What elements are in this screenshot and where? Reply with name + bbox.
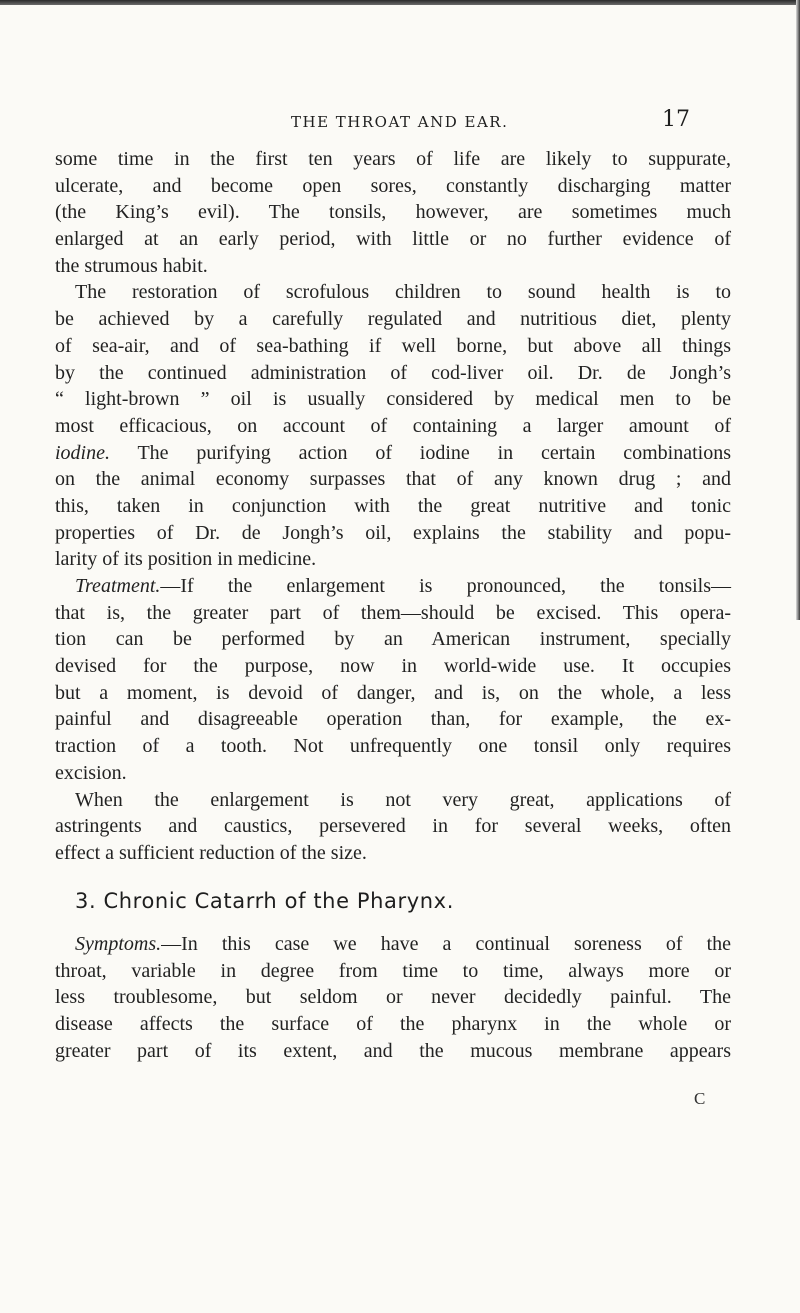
text-line: enlarged at an early period, with little or no further evidence of: [55, 228, 731, 251]
text-line: greater part of its extent, and the mucous membrane appears: [55, 1039, 731, 1062]
text-line: painful and disagreeable operation than, for example, the ex-: [55, 708, 731, 731]
page-right-edge: [796, 0, 800, 620]
text-line: The restoration of scrofulous children to sound health is to: [75, 281, 731, 304]
text-line: ulcerate, and become open sores, constantly discharging matter: [55, 174, 731, 197]
text-line: excision.: [55, 761, 127, 784]
text-line: that is, the greater part of them—should be excised. This opera-: [55, 601, 731, 624]
text-line: on the animal economy surpasses that of any known drug ; and: [55, 468, 731, 491]
text-line: less troublesome, but seldom or never decidedly painful. The: [55, 986, 731, 1009]
text-line: (the King’s evil). The tonsils, however, are sometimes much: [55, 201, 731, 224]
running-title: THE THROAT AND EAR.: [291, 113, 509, 131]
signature-mark: C: [694, 1089, 706, 1108]
page-top-edge: [0, 0, 800, 5]
text-line: of sea-air, and of sea-bathing if well borne, but above all things: [55, 334, 731, 357]
text-line: some time in the first ten years of life are likely to suppurate,: [55, 148, 731, 170]
text-line: disease affects the surface of the pharynx in the whole or: [55, 1013, 731, 1036]
text-line: astringents and caustics, persevered in for several weeks, often: [55, 815, 731, 838]
page-number: 17: [662, 107, 690, 132]
section-text: [55, 931, 731, 1064]
section-heading: 3. Chronic Catarrh of the Pharynx.: [75, 889, 454, 913]
text-line: properties of Dr. de Jongh’s oil, explains the stability and popu-: [55, 521, 731, 544]
page-header: [0, 107, 800, 137]
text-line: throat, variable in degree from time to time, always more or: [55, 959, 731, 982]
text-line: Treatment.—If the enlargement is pronounced, the tonsils—: [75, 575, 731, 597]
text-line: Symptoms.—In this case we have a continual soreness of the: [75, 933, 731, 955]
text-line: but a moment, is devoid of danger, and is, on the whole, a less: [55, 681, 731, 704]
text-line: be achieved by a carefully regulated and nutritious diet, plenty: [55, 308, 731, 331]
text-line: “ light-brown ” oil is usually considered by medical men to be: [55, 388, 731, 411]
body-text: [55, 146, 731, 867]
text-line: by the continued administration of cod-liver oil. Dr. de Jongh’s: [55, 361, 731, 384]
text-line: the strumous habit.: [55, 254, 208, 277]
text-line: effect a sufficient reduction of the size.: [55, 841, 367, 864]
text-line: When the enlargement is not very great, applications of: [75, 788, 731, 811]
text-line: most efficacious, on account of containing a larger amount of: [55, 414, 731, 437]
text-line: traction of a tooth. Not unfrequently one tonsil only requires: [55, 735, 731, 758]
text-line: devised for the purpose, now in world-wide use. It occupies: [55, 655, 731, 678]
text-line: tion can be performed by an American instrument, specially: [55, 628, 731, 651]
text-line: larity of its position in medicine.: [55, 548, 317, 571]
text-line: iodine. The purifying action of iodine in certain combinations: [55, 441, 731, 464]
text-line: this, taken in conjunction with the great nutritive and tonic: [55, 494, 731, 517]
